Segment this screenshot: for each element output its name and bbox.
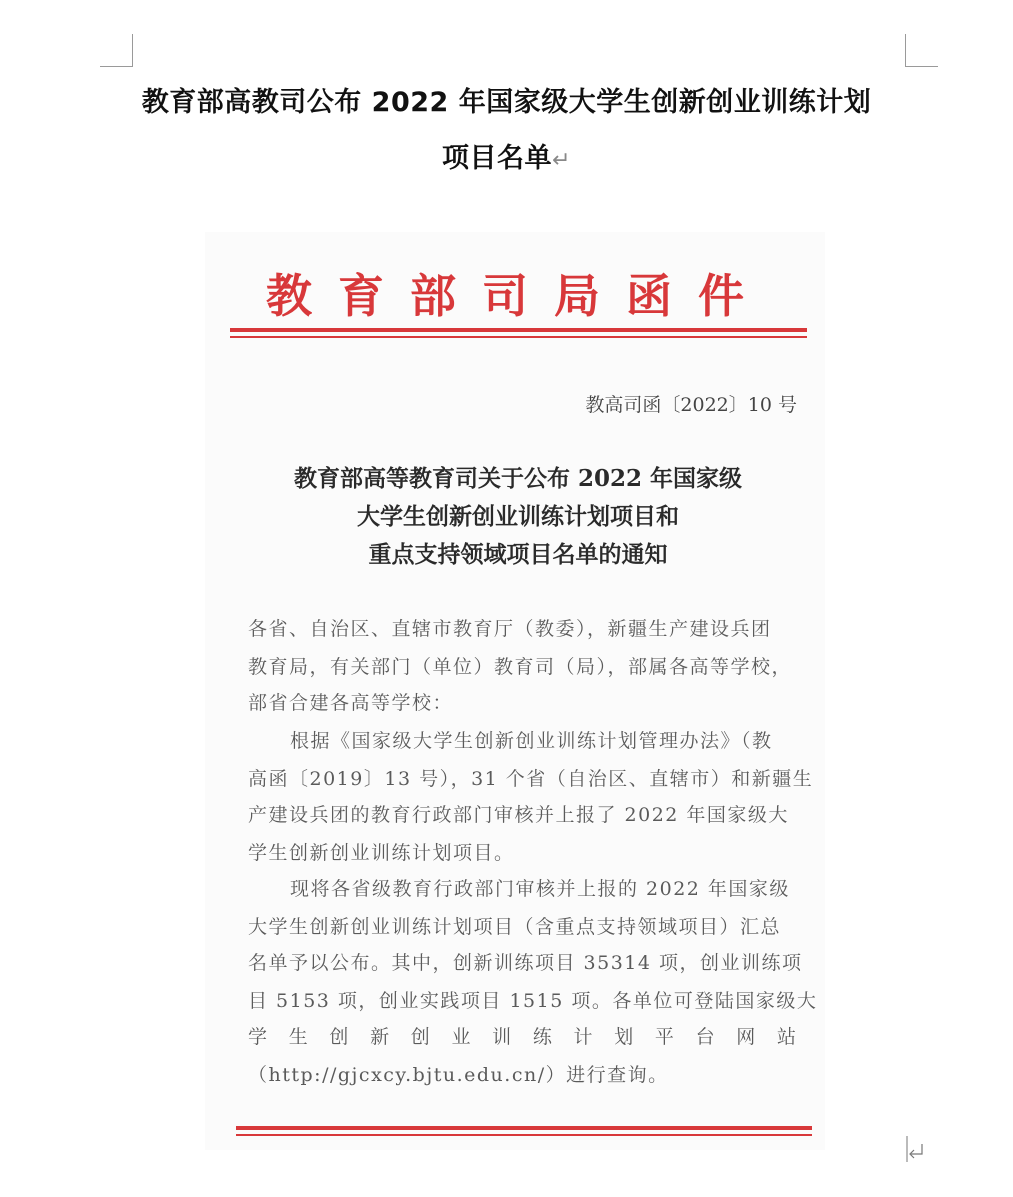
- document-title-line-2-text: 项目名单: [442, 143, 553, 174]
- body-line: 各省、自治区、直辖市教育厅（教委），新疆生产建设兵团: [248, 618, 772, 640]
- body-line: 部省合建各高等学校：: [248, 692, 454, 714]
- notice-title-line-3: 重点支持领域项目名单的通知: [368, 541, 668, 568]
- letterhead-red-rule-thick: [230, 328, 807, 332]
- crop-mark-top-left: [100, 34, 133, 67]
- body-line: 高函〔2019〕13 号），31 个省（自治区、直辖市）和新疆生: [248, 768, 814, 790]
- body-line: （http://gjcxcy.bjtu.edu.cn/）进行查询。: [248, 1064, 669, 1086]
- body-line: 现将各省级教育行政部门审核并上报的 2022 年国家级: [290, 878, 790, 900]
- return-mark-icon: [906, 1136, 924, 1162]
- footer-red-rule-thick: [236, 1126, 812, 1130]
- paragraph-mark-icon: ↵: [552, 148, 571, 173]
- letterhead-red-rule-thin: [230, 336, 807, 338]
- body-line: 根据《国家级大学生创新创业训练计划管理办法》（教: [290, 730, 773, 752]
- footer-red-rule-thin: [236, 1134, 812, 1136]
- document-title-line-1: 教育部高教司公布 2022 年国家级大学生创新创业训练计划: [141, 87, 872, 118]
- body-line: 学 生 创 新 创 业 训 练 计 划 平 台 网 站: [248, 1026, 796, 1048]
- document-number: 教高司函〔2022〕10 号: [585, 394, 797, 416]
- letterhead-title: 教育部司局函件: [266, 269, 770, 323]
- document-title-line-2: [0, 136, 1013, 175]
- body-line: 教育局，有关部门（单位）教育司（局），部属各高等学校，: [248, 656, 793, 678]
- body-line: 名单予以公布。其中，创新训练项目 35314 项，创业训练项: [248, 952, 803, 974]
- notice-title-line-2: 大学生创新创业训练计划项目和: [357, 503, 679, 530]
- notice-title-line-1: 教育部高等教育司关于公布 2022 年国家级: [293, 465, 743, 492]
- crop-mark-top-right: [905, 34, 938, 67]
- body-line: 目 5153 项，创业实践项目 1515 项。各单位可登陆国家级大: [248, 990, 818, 1012]
- body-line: 学生创新创业训练计划项目。: [248, 842, 515, 864]
- body-line: 大学生创新创业训练计划项目（含重点支持领域项目）汇总: [248, 916, 782, 938]
- body-line: 产建设兵团的教育行政部门审核并上报了 2022 年国家级大: [248, 804, 789, 826]
